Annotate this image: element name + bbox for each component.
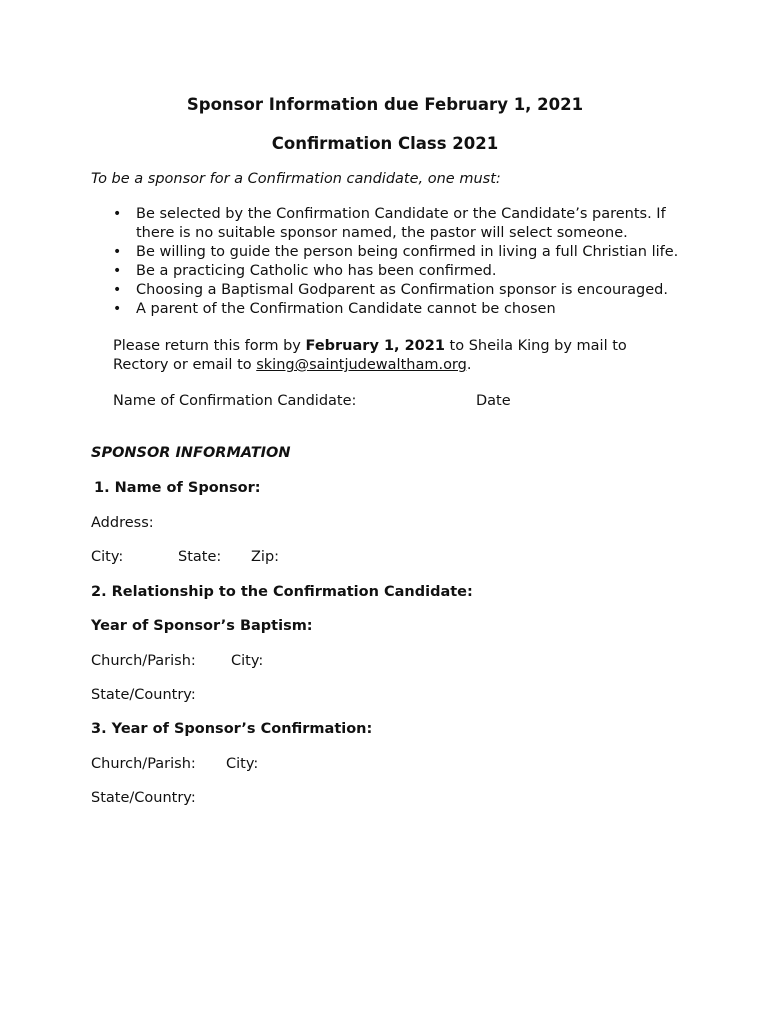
list-item — [113, 243, 693, 262]
city-label: City: — [91, 549, 124, 565]
requirements-list — [113, 205, 693, 319]
return-prefix: Please return this form by — [113, 338, 306, 354]
page-subtitle: Confirmation Class 2021 — [271, 134, 499, 153]
baptism-state-country-label: State/Country: — [91, 687, 196, 703]
return-suffix: . — [466, 357, 472, 373]
confirmation-year-label: 3. Year of Sponsor’s Confirmation: — [91, 721, 373, 737]
zip-label: Zip: — [251, 549, 280, 565]
confirmation-city-label: City: — [226, 756, 259, 772]
relationship-label: 2. Relationship to the Confirmation Candidate: — [91, 584, 473, 600]
candidate-name-label: Name of Confirmation Candidate: — [113, 393, 357, 409]
state-label: State: — [178, 549, 222, 565]
list-item — [113, 300, 693, 319]
email-link[interactable]: sking@saintjudewaltham.org — [256, 357, 467, 373]
bullet-icon: • — [113, 244, 122, 260]
requirement-text: Be a practicing Catholic who has been confirmed. — [136, 263, 497, 279]
date-label: Date — [476, 393, 511, 409]
page-title: Sponsor Information due February 1, 2021 — [186, 95, 584, 114]
bullet-icon: • — [113, 206, 122, 222]
confirmation-state-country-label: State/Country: — [91, 790, 196, 806]
address-label: Address: — [91, 515, 154, 531]
list-item — [113, 281, 693, 300]
sponsor-section-title: SPONSOR INFORMATION — [91, 445, 291, 461]
requirement-text: A parent of the Confirmation Candidate cannot be chosen — [136, 301, 556, 317]
baptism-year-label: Year of Sponsor’s Baptism: — [91, 618, 313, 634]
baptism-city-label: City: — [231, 653, 264, 669]
return-instructions — [113, 337, 683, 375]
requirement-text: Choosing a Baptismal Godparent as Confirmation sponsor is encouraged. — [136, 282, 668, 298]
bullet-icon: • — [113, 282, 122, 298]
baptism-church-label: Church/Parish: — [91, 653, 196, 669]
intro-text: To be a sponsor for a Confirmation candidate, one must: — [91, 171, 501, 187]
list-item — [113, 205, 693, 243]
requirement-text: Be selected by the Confirmation Candidate or the Candidate’s parents. If there is no suitable sponsor named, the pastor will select someone. — [136, 206, 666, 241]
sponsor-name-label: 1. Name of Sponsor: — [94, 480, 261, 496]
bullet-icon: • — [113, 263, 122, 279]
deadline-date: February 1, 2021 — [305, 338, 445, 354]
confirmation-church-label: Church/Parish: — [91, 756, 196, 772]
list-item — [113, 262, 693, 281]
requirement-text: Be willing to guide the person being confirmed in living a full Christian life. — [136, 244, 679, 260]
bullet-icon: • — [113, 301, 122, 317]
return-middle: to Sheila King by mail to Rectory or email to — [113, 338, 627, 373]
